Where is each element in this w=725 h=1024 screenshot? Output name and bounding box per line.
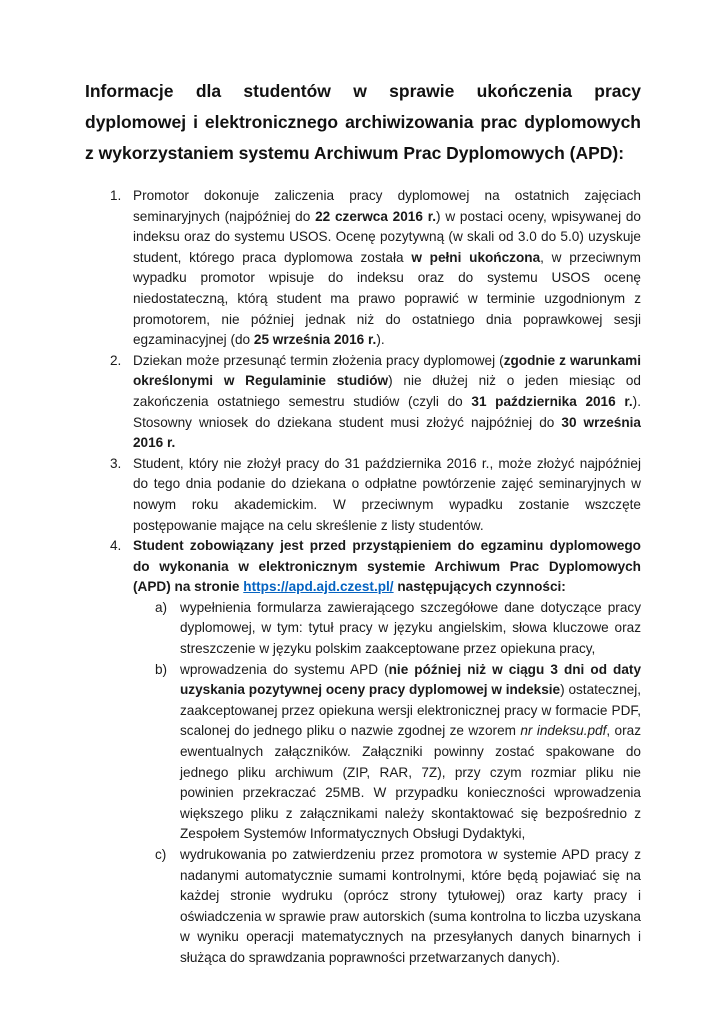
item-text [133, 536, 641, 598]
document-title: Informacje dla studentów w sprawie ukończenia pracy dyplomowej i elektronicznego archiwizowania prac dyplomowych z wykorzystaniem systemu Archiwum Prac Dyplomowych (APD): [85, 81, 641, 163]
list-item-1 [85, 186, 641, 351]
text-segment: 25 września 2016 r. [253, 332, 377, 348]
item-text [133, 186, 641, 351]
text-segment: w pełni ukończona [411, 249, 541, 265]
text-segment: Promotor dokonuje zaliczenia pracy dyplomowej na ostatnich zajęciach seminaryjnych (najpóźniej do [133, 188, 641, 224]
list-item-2 [85, 351, 641, 454]
numbered-list [85, 186, 641, 969]
text-segment: wypełnienia formularza zawierającego szczegółowe dane dotyczące pracy dyplomowej, w tym: tytuł pracy w języku angielskim, słowa kluczowe oraz streszczenie w języku polskim zaakceptowane przez opiekuna pracy, [180, 599, 641, 657]
sub-item-letter: b) [155, 661, 168, 677]
item-number: 4. [110, 538, 122, 554]
item-number: 3. [110, 455, 122, 471]
text-segment: nie później niż w ciągu 3 dni od daty uzyskania pozytywnej oceny pracy dyplomowej w indeksie [180, 661, 642, 698]
text-segment: ) ostatecznej, zaakceptowanej przez opiekuna wersji elektronicznej pracy w formacie PDF, scalonej do jednego pliku o nazwie zgodnej ze wzorem [180, 682, 641, 739]
text-segment: zgodnie z warunkami określonymi w Regulaminie studiów [133, 352, 641, 389]
item-text [133, 351, 641, 454]
sub-item-text [180, 598, 641, 660]
sub-item-text [180, 845, 641, 969]
text-segment: 31 października 2016 r. [471, 393, 633, 409]
text-segment: , oraz ewentualnych załączników. Załączniki powinny zostać spakowane do jednego pliku archiwum (ZIP, RAR, 7Z), przy czym rozmiar pliku nie powinien przekraczać 25MB. W przypadku konieczności wprowadzenia większego pliku z załącznikami należy skontaktować się bezpośrednio z Zespołem Systemów Informatycznych Obsługi Dydaktyki, [180, 723, 641, 842]
text-segment: wydrukowania po zatwierdzeniu przez promotora w systemie APD pracy z nadanymi automatycznie sumami kontrolnymi, które będą pojawiać się na każdej stronie wydruku (oprócz strony tytułowej) oraz karty pracy i oświadczenia w sprawie praw autorskich (suma kontrolna to liczba uzyskana w wyniku operacji matematycznych na przesyłanych danych binarnych i służąca do sprawdzania poprawności przetwarzanych danych). [180, 847, 641, 965]
text-segment: 30 września 2016 r. [133, 414, 641, 451]
list-item-3 [85, 454, 641, 536]
text-segment: ) nie dłużej niż o jeden miesiąc od zakończenia ostatniego semestru studiów (czyli do [133, 373, 641, 409]
sub-item-a [133, 598, 641, 660]
item-text [133, 454, 641, 536]
sub-item-c [133, 845, 641, 969]
text-segment: 22 czerwca 2016 r. [315, 208, 437, 224]
text-segment: ) w postaci oceny, wpisywanej do indeksu oraz do systemu USOS. Ocenę pozytywną (w skali od 3.0 do 5.0) uzyskuje student, którego praca dyplomowa została [133, 208, 641, 265]
sub-item-text [180, 660, 641, 845]
text-segment: ). [376, 332, 385, 348]
apd-system-link[interactable]: https://apd.ajd.czest.pl/ [243, 579, 394, 595]
item-number: 2. [110, 352, 122, 368]
text-segment: nr indeksu.pdf [520, 723, 607, 739]
text-segment: ). Stosowny wniosek do dziekana student musi złożyć najpóźniej do [133, 393, 641, 430]
text-segment: wprowadzenia do systemu APD ( [180, 661, 389, 677]
list-item-4 [85, 536, 641, 968]
sub-item-letter: a) [155, 599, 168, 615]
sub-item-letter: c) [155, 847, 167, 862]
text-segment: , w przeciwnym wypadku promotor wpisuje do indeksu oraz do systemu USOS ocenę niedostateczną, którą student ma prawo poprawić w terminie uzgodnionym z promotorem, nie później jednak niż do ostatniego dnia poprawkowej sesji egzaminacyjnej (do [133, 249, 642, 348]
sub-item-b [133, 660, 641, 845]
text-segment: Dziekan może przesunąć termin złożenia pracy dyplomowej ( [133, 352, 504, 368]
text-segment: Student, który nie złożył pracy do 31 października 2016 r., może złożyć najpóźniej do tego dnia podanie do dziekana o odpłatne powtórzenie zajęć seminaryjnych w nowym roku akademickim. W przeciwnym wypadku zostanie wszczęte postępowanie mające na celu skreślenie z listy studentów. [133, 455, 641, 533]
item-number: 1. [110, 188, 122, 203]
text-segment: następujących czynności: [393, 579, 566, 595]
text-segment: Student zobowiązany jest przed przystąpieniem do egzaminu dyplomowego do wykonania w elektronicznym systemie Archiwum Prac Dyplomowych (APD) na stronie [133, 538, 641, 595]
